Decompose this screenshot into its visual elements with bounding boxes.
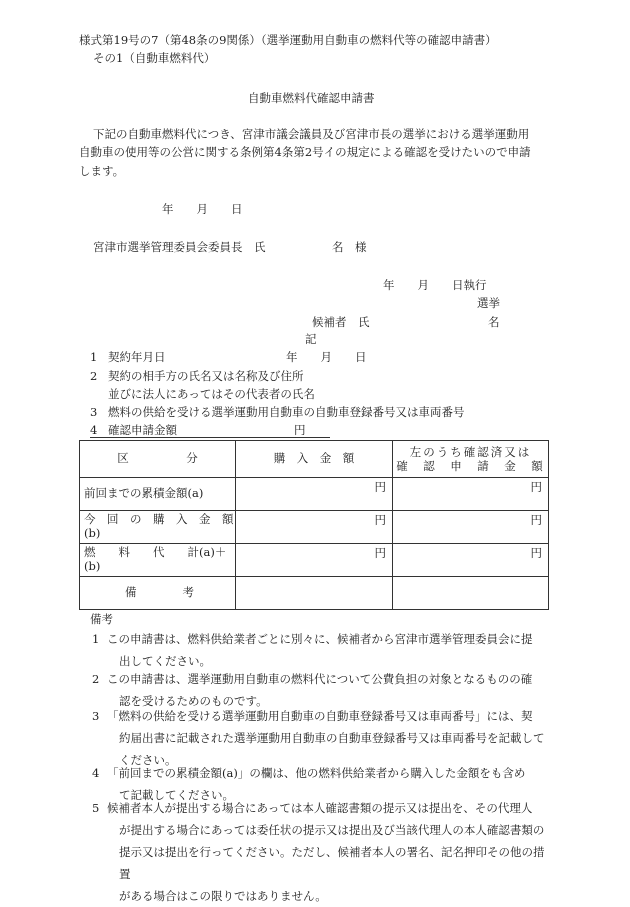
remark-line: て記載してください。 (119, 788, 234, 802)
confirmed-amount-cell[interactable]: 円 (393, 511, 549, 544)
remarks-cell[interactable] (393, 577, 549, 610)
table-row (80, 544, 549, 577)
item-1-date: 年 月 日 (286, 350, 367, 364)
item-3-num: 3 (90, 405, 98, 419)
remark-line: が提出する場合にあっては委任状の提示又は提出及び当該代理人の本人確認書類の (119, 823, 545, 837)
remark-note-1 (92, 628, 555, 672)
table-header-row (80, 441, 549, 478)
candidate-name-char: 名 (488, 315, 500, 329)
remark-line: 約届出書に記載された選挙運動用自動車の自動車登録番号又は車両番号を記載して (119, 731, 545, 745)
remark-note-num: 4 (92, 766, 100, 780)
table-row (80, 478, 549, 511)
intro-line-2: 自動車の使用等の公営に関する条例第4条第2号イの規定による確認を受けたいので申請 (79, 145, 531, 159)
header-kubun: 区 分 (80, 441, 236, 478)
remark-note-num: 2 (92, 672, 100, 686)
purchase-amount-cell[interactable]: 円 (236, 478, 393, 511)
row-label-current: 今 回 の 購 入 金 額(b) (80, 511, 236, 544)
remark-note-num: 3 (92, 709, 100, 723)
confirmed-amount-cell[interactable]: 円 (393, 478, 549, 511)
remark-line: 「燃料の供給を受ける選挙運動用自動車の自動車登録番号又は車両番号」には、契 (107, 709, 533, 723)
row-label-previous: 前回までの累積金額(a) (80, 478, 236, 511)
remarks-heading: 備考 (90, 612, 113, 626)
item-2-sub: 並びに法人にあってはその代表者の氏名 (108, 387, 315, 401)
item-4-text: 確認申請金額 (108, 423, 177, 437)
item-1-num: 1 (90, 350, 98, 364)
item-4-num: 4 (90, 423, 98, 437)
remark-line: ください。 (119, 753, 177, 767)
item-4-underline (90, 437, 330, 438)
remark-note-num: 1 (92, 632, 100, 646)
form-part: その1（自動車燃料代） (93, 51, 216, 65)
remark-line: この申請書は、燃料供給業者ごとに別々に、候補者から宮津市選挙管理委員会に提 (107, 632, 533, 646)
header-kounyu: 購 入 金 額 (236, 441, 393, 478)
table-row (80, 511, 549, 544)
amount-table (79, 440, 549, 610)
table-row (80, 577, 549, 610)
application-date: 年 月 日 (162, 202, 243, 216)
remark-note-num: 5 (92, 801, 100, 815)
remark-line: 認を受けるためのものです。 (119, 694, 268, 708)
item-1-text: 契約年月日 (108, 350, 166, 364)
addressee-name-suffix: 名 様 (332, 240, 367, 254)
remark-line: 候補者本人が提出する場合にあっては本人確認書類の提示又は提出を、その代理人 (107, 801, 533, 815)
election-date: 年 月 日執行 (383, 278, 487, 292)
remark-line: 出してください。 (119, 654, 211, 668)
row-label-total: 燃 料 代 計(a)＋(b) (80, 544, 236, 577)
row-label-remarks: 備 考 (80, 577, 236, 610)
item-3-text: 燃料の供給を受ける選挙運動用自動車の自動車登録番号又は車両番号 (108, 405, 465, 419)
remark-line: がある場合はこの限りではありません。 (119, 889, 327, 903)
form-id: 様式第19号の7（第48条の9関係）（選挙運動用自動車の燃料代等の確認申請書） (79, 33, 497, 47)
intro-line-3: します。 (79, 164, 125, 178)
election-label: 選挙 (477, 296, 500, 310)
remarks-cell[interactable] (236, 577, 393, 610)
item-2-num: 2 (90, 369, 98, 383)
candidate-label: 候補者 氏 (312, 315, 370, 329)
remark-line: この申請書は、選挙運動用自動車の燃料代について公費負担の対象となるものの確 (107, 672, 533, 686)
purchase-amount-cell[interactable]: 円 (236, 544, 393, 577)
item-2-text: 契約の相手方の氏名又は名称及び住所 (108, 369, 304, 383)
purchase-amount-cell[interactable]: 円 (236, 511, 393, 544)
item-4-unit: 円 (294, 423, 306, 437)
ki-label: 記 (305, 332, 317, 346)
header-kakunin-line1: 左のうち確認済又は (409, 444, 532, 459)
remark-note-5 (92, 797, 555, 907)
remark-line: 「前回までの累積金額(a)」の欄は、他の燃料供給業者から購入した金額をも含め (107, 766, 526, 780)
header-kakunin-line2: 確 認 申 請 金 額 (396, 459, 545, 473)
intro-line-1: 下記の自動車燃料代につき、宮津市議会議員及び宮津市長の選挙における選挙運動用 (93, 127, 530, 141)
remark-line: 提示又は提出を行ってください。ただし、候補者本人の署名、記名押印その他の措置 (119, 845, 545, 881)
addressee-org: 宮津市選挙管理委員会委員長 氏 (93, 240, 266, 254)
header-kakunin (393, 441, 549, 478)
confirmed-amount-cell[interactable]: 円 (393, 544, 549, 577)
document-title: 自動車燃料代確認申請書 (248, 91, 375, 105)
